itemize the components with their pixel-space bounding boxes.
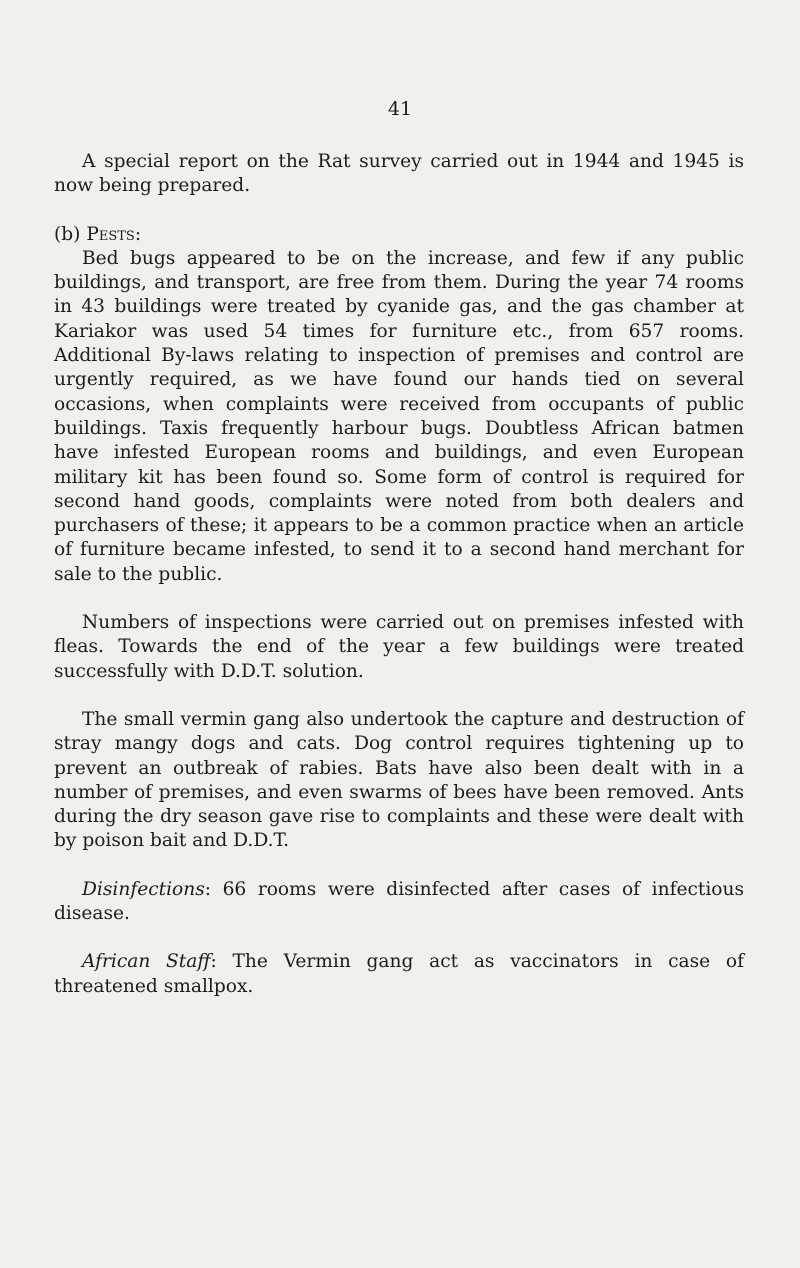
pests-paragraph-vermin-gang: The small vermin gang also undertook the capture and destruction of stray mangy dogs and cats. Dog control requires tightening up to prevent an outbreak of rabies. Bats have also been dealt with in a number of premises, and even swarms of bees have been removed. Ants during the dry season gave rise to complaints and these were dealt with by poison bait and D.D.T. (54, 708, 744, 852)
intro-paragraph: A special report on the Rat survey carried out in 1944 and 1945 is now being prepared. (54, 151, 744, 197)
disinfections-label: Disinfections (82, 878, 205, 900)
pests-paragraph-fleas: Numbers of inspections were carried out on premises infested with fleas. Towards the end of the year a few buildings were treated successfully with D.D.T. solution. (54, 612, 744, 682)
pests-heading-label: Pests (86, 223, 135, 245)
page-number: 41 (387, 98, 413, 120)
document-body (54, 150, 744, 1023)
african-staff-text: : The Vermin gang act as vaccinators in case of threatened smallpox. (54, 951, 744, 997)
pests-heading (54, 223, 744, 247)
disinfections-text: : 66 rooms were disinfected after cases of infectious disease. (54, 878, 744, 925)
pests-paragraph-bedbugs: Bed bugs appeared to be on the increase, and few if any public buildings, and transport, are free from them. During the year 74 rooms in 43 buildings were treated by cyanide gas, and the gas chamber at Kariakor was used 54 times for furniture etc., from 657 rooms. Additional By-laws relating to inspection of premises and control are urgently required, as we have found our hands tied on several occasions, when complaints were received from occupants of public buildings. Taxis frequently harbour bugs. Doubtless African batmen have infested European rooms and buildings, and even European military kit has been found so. Some form of control is required for second hand goods, complaints were noted from both dealers and purchasers of these; it appears to be a common practice when an article of furniture became infested, to send it to a second hand merchant for sale to the public. (54, 247, 744, 585)
disinfections-paragraph (54, 878, 744, 927)
pests-heading-suffix: : (134, 223, 142, 245)
african-staff-paragraph (54, 950, 744, 999)
pests-heading-prefix: (b) (54, 223, 87, 245)
african-staff-label: African Staff (82, 951, 211, 973)
